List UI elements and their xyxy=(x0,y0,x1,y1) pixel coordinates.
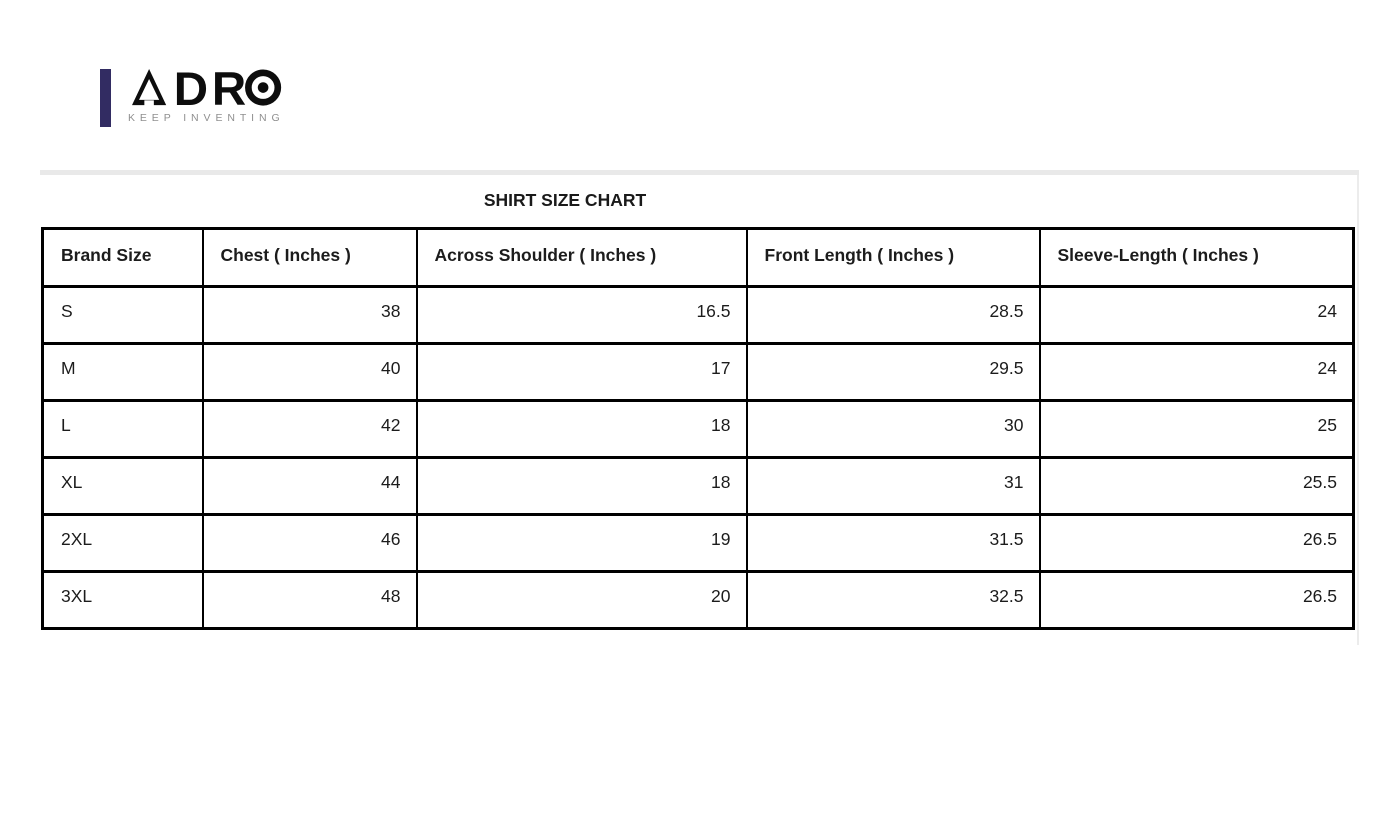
measurement-cell: 19 xyxy=(417,515,747,572)
table-body xyxy=(43,287,1354,629)
measurement-cell: 26.5 xyxy=(1040,515,1354,572)
table-row xyxy=(43,344,1354,401)
table-row xyxy=(43,401,1354,458)
measurement-cell: 42 xyxy=(203,401,417,458)
svg-text:DR: DR xyxy=(173,69,251,107)
measurement-cell: 38 xyxy=(203,287,417,344)
brand-size-cell: 2XL xyxy=(43,515,203,572)
size-chart-table xyxy=(41,227,1355,630)
column-header: Brand Size xyxy=(43,229,203,287)
logo-accent-bar xyxy=(100,69,111,127)
brand-logo xyxy=(100,69,288,127)
brand-size-cell: M xyxy=(43,344,203,401)
sheet-right-edge xyxy=(1357,175,1359,645)
measurement-cell: 48 xyxy=(203,572,417,629)
size-chart-title: SHIRT SIZE CHART xyxy=(483,190,647,210)
column-header: Chest ( Inches ) xyxy=(203,229,417,287)
measurement-cell: 25 xyxy=(1040,401,1354,458)
table-row xyxy=(43,572,1354,629)
measurement-cell: 29.5 xyxy=(747,344,1040,401)
measurement-cell: 17 xyxy=(417,344,747,401)
measurement-cell: 32.5 xyxy=(747,572,1040,629)
measurement-cell: 24 xyxy=(1040,344,1354,401)
measurement-cell: 16.5 xyxy=(417,287,747,344)
brand-size-cell: L xyxy=(43,401,203,458)
measurement-cell: 26.5 xyxy=(1040,572,1354,629)
logo-tagline: KEEP INVENTING xyxy=(128,112,285,124)
table-header xyxy=(43,229,1354,287)
brand-size-cell: 3XL xyxy=(43,572,203,629)
column-header: Across Shoulder ( Inches ) xyxy=(417,229,747,287)
table-row xyxy=(43,287,1354,344)
header-row xyxy=(43,229,1354,287)
measurement-cell: 28.5 xyxy=(747,287,1040,344)
measurement-cell: 18 xyxy=(417,458,747,515)
measurement-cell: 31.5 xyxy=(747,515,1040,572)
measurement-cell: 18 xyxy=(417,401,747,458)
column-header: Sleeve-Length ( Inches ) xyxy=(1040,229,1354,287)
measurement-cell: 30 xyxy=(747,401,1040,458)
table-row xyxy=(43,515,1354,572)
measurement-cell: 44 xyxy=(203,458,417,515)
adro-wordmark-icon xyxy=(128,69,288,107)
measurement-cell: 40 xyxy=(203,344,417,401)
measurement-cell: 46 xyxy=(203,515,417,572)
brand-size-cell: XL xyxy=(43,458,203,515)
brand-size-cell: S xyxy=(43,287,203,344)
measurement-cell: 25.5 xyxy=(1040,458,1354,515)
column-header: Front Length ( Inches ) xyxy=(747,229,1040,287)
sheet-area xyxy=(40,170,1359,648)
table-row xyxy=(43,458,1354,515)
measurement-cell: 24 xyxy=(1040,287,1354,344)
measurement-cell: 20 xyxy=(417,572,747,629)
measurement-cell: 31 xyxy=(747,458,1040,515)
